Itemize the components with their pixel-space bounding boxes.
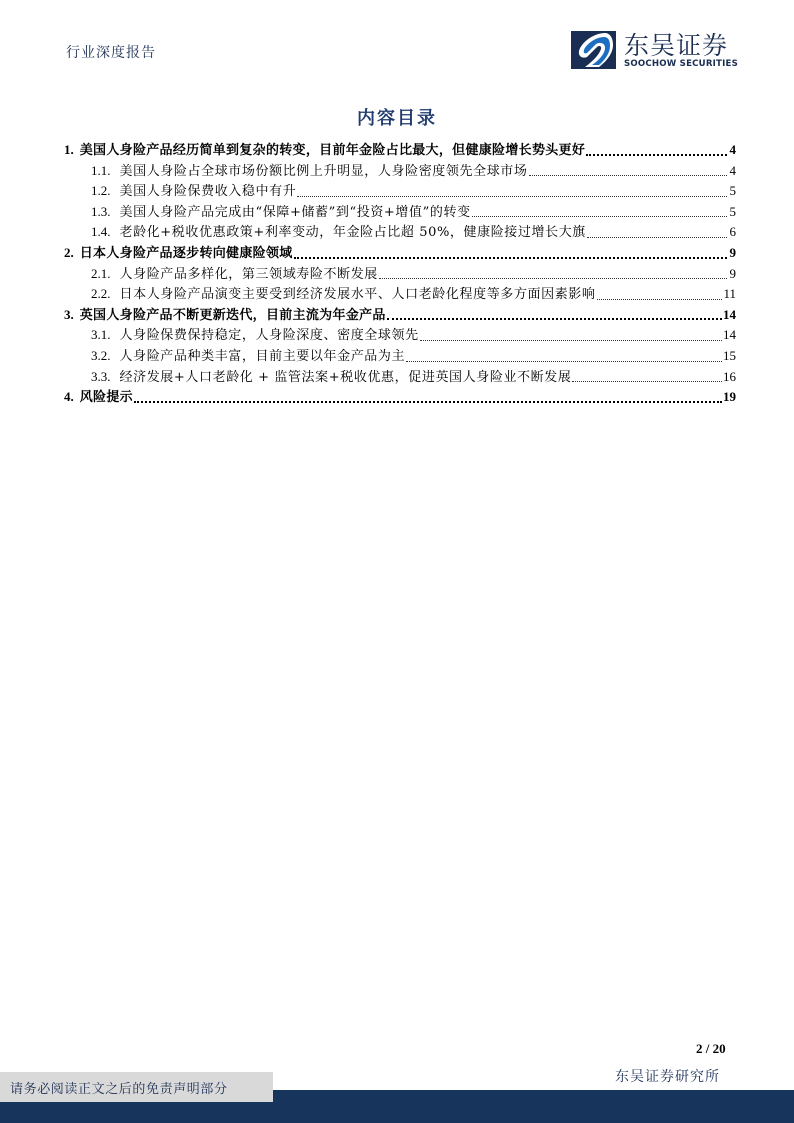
toc-entry-title: 人身险产品种类丰富，目前主要以年金产品为主 bbox=[119, 348, 406, 364]
toc-entry-page: 9 bbox=[729, 244, 736, 260]
toc-entry-title: 日本人身险产品演变主要受到经济发展水平、人口老龄化程度等多方面因素影响 bbox=[119, 287, 596, 303]
toc-entry-number: 3.2. bbox=[91, 347, 111, 363]
toc-leader-dots bbox=[529, 175, 727, 176]
toc-leader-dots bbox=[420, 340, 722, 341]
toc-entry[interactable] bbox=[64, 305, 736, 326]
toc-entry-number: 3. bbox=[64, 306, 74, 322]
table-of-contents bbox=[64, 140, 736, 408]
toc-entry-title: 美国人身险保费收入稳中有升 bbox=[119, 184, 297, 200]
toc-entry[interactable] bbox=[64, 181, 736, 202]
toc-leader-dots bbox=[586, 154, 727, 156]
toc-entry-page: 4 bbox=[729, 162, 736, 178]
toc-entry-title: 人身险保费保持稳定，人身险深度、密度全球领先 bbox=[119, 328, 419, 344]
toc-entry-title: 风险提示 bbox=[79, 390, 133, 406]
logo-name-en: SOOCHOW SECURITIES bbox=[624, 58, 738, 69]
logo-name-cn: 东吴证券 bbox=[624, 30, 729, 60]
toc-entry-page: 14 bbox=[723, 327, 736, 343]
toc-entry[interactable] bbox=[64, 202, 736, 223]
toc-leader-dots bbox=[472, 216, 727, 217]
toc-entry[interactable] bbox=[64, 346, 736, 367]
toc-leader-dots bbox=[597, 299, 723, 300]
disclaimer-box bbox=[0, 1072, 273, 1102]
page-indicator: 2 / 20 bbox=[696, 1041, 726, 1056]
toc-entry-title: 美国人身险占全球市场份额比例上升明显，人身险密度领先全球市场 bbox=[119, 163, 528, 179]
toc-entry-page: 5 bbox=[729, 203, 736, 219]
toc-entry-number: 2. bbox=[64, 244, 74, 260]
toc-entry[interactable] bbox=[64, 161, 736, 182]
toc-title: 内容目录 bbox=[357, 108, 437, 129]
toc-entry-title: 老龄化+税收优惠政策+利率变动，年金险占比超 50%，健康险接过增长大旗 bbox=[119, 225, 586, 241]
toc-entry-number: 1.3. bbox=[91, 203, 111, 219]
toc-entry-title: 美国人身险产品经历简单到复杂的转变，目前年金险占比最大，但健康险增长势头更好 bbox=[79, 143, 586, 158]
toc-entry[interactable] bbox=[64, 284, 736, 305]
toc-entry-page: 15 bbox=[723, 347, 736, 363]
toc-leader-dots bbox=[387, 318, 722, 320]
toc-entry-number: 2.2. bbox=[91, 286, 111, 302]
toc-entry-number: 4. bbox=[64, 389, 74, 405]
toc-entry-page: 5 bbox=[729, 183, 736, 199]
toc-entry-number: 1.2. bbox=[91, 183, 111, 199]
toc-leader-dots bbox=[587, 237, 727, 238]
toc-leader-dots bbox=[297, 196, 727, 197]
toc-entry-number: 1. bbox=[64, 142, 74, 157]
toc-entry-page: 14 bbox=[723, 306, 736, 322]
toc-entry-title: 人身险产品多样化，第三领域寿险不断发展 bbox=[119, 266, 378, 282]
toc-entry-number: 2.1. bbox=[91, 265, 111, 281]
toc-entry-number: 1.4. bbox=[91, 224, 111, 240]
toc-entry-page: 4 bbox=[729, 142, 736, 157]
toc-entry[interactable] bbox=[64, 367, 736, 388]
toc-leader-dots bbox=[379, 278, 727, 279]
toc-entry-page: 19 bbox=[723, 389, 736, 405]
soochow-logo-mark-icon bbox=[571, 31, 616, 69]
toc-entry[interactable] bbox=[64, 264, 736, 285]
company-logo bbox=[571, 30, 738, 70]
toc-entry-number: 3.1. bbox=[91, 327, 111, 343]
toc-entry[interactable] bbox=[64, 140, 736, 161]
toc-entry-title: 经济发展+人口老龄化 + 监管法案+税收优惠，促进英国人身险业不断发展 bbox=[119, 369, 572, 385]
toc-entry[interactable] bbox=[64, 243, 736, 264]
toc-entry-title: 英国人身险产品不断更新迭代，目前主流为年金产品 bbox=[79, 307, 386, 323]
toc-entry-page: 11 bbox=[723, 286, 736, 302]
toc-leader-dots bbox=[406, 361, 722, 362]
toc-entry-number: 1.1. bbox=[91, 162, 111, 178]
toc-entry-page: 16 bbox=[723, 368, 736, 384]
disclaimer-text: 请务必阅读正文之后的免责声明部分 bbox=[10, 1081, 228, 1097]
toc-leader-dots bbox=[134, 401, 722, 403]
report-type-label: 行业深度报告 bbox=[66, 45, 156, 61]
institute-name: 东吴证券研究所 bbox=[615, 1069, 720, 1085]
toc-entry-page: 9 bbox=[729, 265, 736, 281]
toc-entry-title: 美国人身险产品完成由“保障+储蓄”到“投资+增值”的转变 bbox=[119, 204, 471, 220]
toc-leader-dots bbox=[294, 257, 727, 259]
toc-entry-number: 3.3. bbox=[91, 368, 111, 384]
toc-leader-dots bbox=[572, 381, 722, 382]
toc-entry[interactable] bbox=[64, 387, 736, 408]
toc-entry-title: 日本人身险产品逐步转向健康险领域 bbox=[79, 245, 293, 261]
toc-entry[interactable] bbox=[64, 222, 736, 243]
toc-entry-page: 6 bbox=[729, 224, 736, 240]
toc-entry[interactable] bbox=[64, 325, 736, 346]
